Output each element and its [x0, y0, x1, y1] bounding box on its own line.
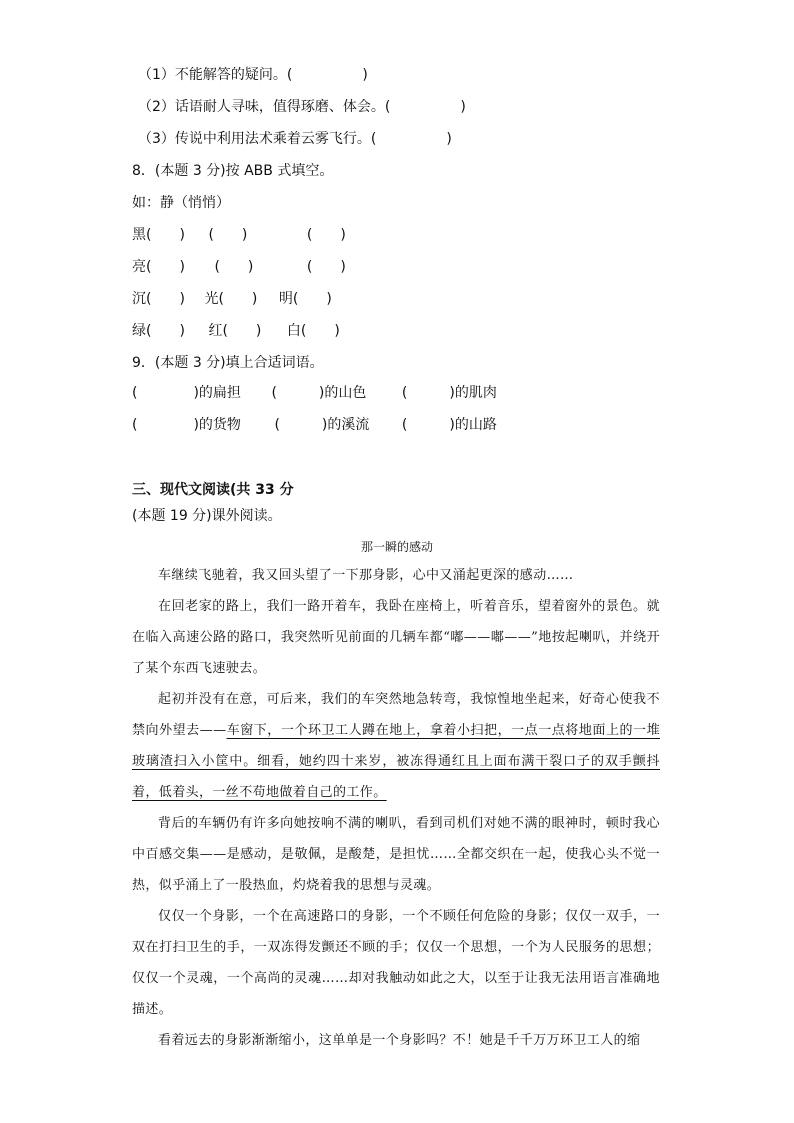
article-paragraph: 车继续飞驰着，我又回头望了一下那身影，心中又涌起更深的感动……: [158, 568, 574, 583]
q7-item-1: （1）不能解答的疑问。( ): [138, 67, 368, 83]
q8-row-3: [132, 288, 332, 308]
q8-row-2: [132, 256, 346, 276]
q8-blank: 明( ): [278, 291, 332, 307]
q8-blank: 亮( ): [132, 259, 185, 275]
q8-blank: ( ): [306, 227, 346, 243]
q7-item-3: （3）传说中利用法术乘着云雾飞行。( ): [138, 131, 452, 147]
article-paragraph: 背后的车辆仍有许多向她按响不满的喇叭，看到司机们对她不满的眼神时，顿时我心中百感交集——是感动，是敬佩，是酸楚，是担忧……全都交织在一起，使我心头不觉一热，似乎涌上了一股热血，灼烧着我的思想与灵魂。: [132, 816, 660, 893]
article-paragraph: 仅仅一个身影，一个在高速路口的身影，一个不顾任何危险的身影；仅仅一双手，一双在打扫卫生的手，一双冻得发颤还不顾的手；仅仅一个思想，一个为人民服务的思想；仅仅一个灵魂，一个高尚的灵魂……却对我触动如此之大，以至于让我无法用语言准确地描述。: [132, 909, 660, 1017]
article-text: 起初并没有在意，可后来，我们的车突然地急转弯，我惊惶地坐起来，好奇心使我不禁向外望去——: [132, 692, 660, 738]
q9-blank: ( )的溪流: [274, 417, 370, 433]
q9-blank: ( )的扁担: [132, 385, 241, 401]
q8-blank: 沉( ): [132, 291, 185, 307]
q8-blank: 黑( ): [132, 227, 185, 243]
q8-row-4: [132, 320, 340, 340]
q8-example: 如：静（悄悄）: [132, 195, 230, 211]
q8-blank: 光( ): [204, 291, 258, 307]
q9-blank: ( )的货物: [132, 417, 241, 433]
section-subheading: (本题 19 分)课外阅读。: [132, 508, 282, 524]
q8-row-1: [132, 224, 346, 244]
q8-blank: ( ): [208, 227, 248, 243]
q9-row-2: [132, 414, 497, 434]
section-heading: 三、现代文阅读(共 33 分: [132, 482, 294, 498]
q9-blank: ( )的山色: [271, 385, 367, 401]
q9-blank: ( )的肌肉: [401, 385, 497, 401]
q7-item-2: （2）话语耐人寻味，值得琢磨、体会。( ): [138, 99, 466, 115]
q8-blank: 绿( ): [132, 323, 185, 339]
q8-blank: 红( ): [208, 323, 262, 339]
q8-blank: ( ): [306, 259, 346, 275]
q9-blank: ( )的山路: [401, 417, 497, 433]
underlined-passage: 车窗下，一个环卫工人蹲在地上，拿着小扫把，一点一点将地面上的一堆玻璃渣扫入小筐中。细看，她约四十来岁，被冻得通红且上面布满干裂口子的双手颤抖着，低着头，一丝不苟地做着自己的工作。: [132, 723, 660, 800]
q9-prompt: 9．(本题 3 分)填上合适词语。: [132, 355, 324, 371]
article-title: 那一瞬的感动: [360, 540, 433, 554]
article-body: [132, 560, 660, 1056]
q9-row-1: [132, 382, 497, 402]
q8-blank: 白( ): [286, 323, 340, 339]
article-paragraph: 在回老家的路上，我们一路开着车，我卧在座椅上，听着音乐，望着窗外的景色。就在临入高速公路的路口，我突然听见前面的几辆车都“嘟——嘟——”地按起喇叭，并绕开了某个东西飞速驶去。: [132, 599, 660, 676]
q8-blank: ( ): [214, 259, 254, 275]
article-paragraph: 看着远去的身影渐渐缩小，这单单是一个身影吗？不！她是千千万万环卫工人的缩: [158, 1033, 641, 1048]
article-paragraph: [132, 684, 660, 808]
q8-prompt: 8．(本题 3 分)按 ABB 式填空。: [132, 163, 334, 179]
